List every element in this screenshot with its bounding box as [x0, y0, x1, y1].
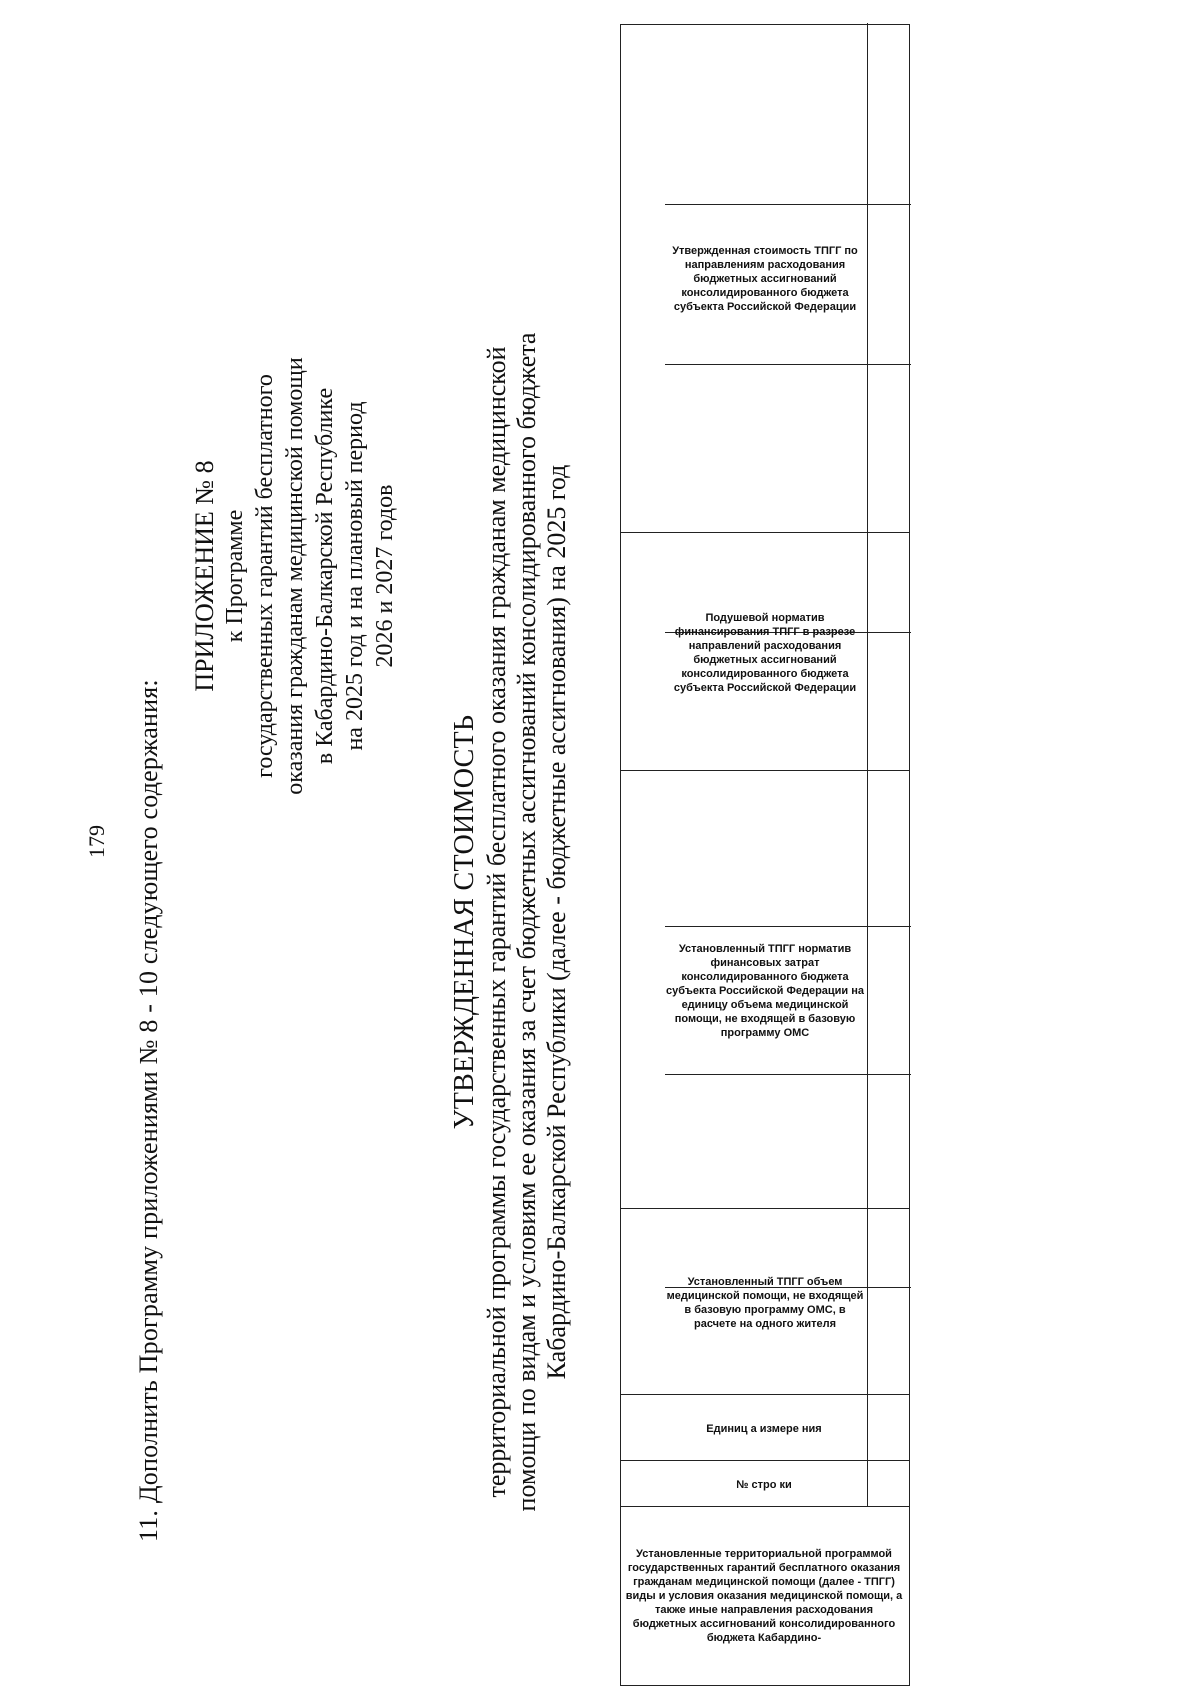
document-title-line: Кабардино-Балкарской Республики (далее - бюджетные ассигнования) на 2025 год — [542, 464, 571, 1380]
document-title-line: помощи по видам и условиям ее оказания за счет бюджетных ассигнований консолидированного бюджета — [512, 332, 541, 1512]
column-header-row-number: № стро ки — [736, 1479, 792, 1491]
intro-paragraph: 11. Дополнить Программу приложениями № 8 - 10 следующего содержания: — [134, 679, 163, 1542]
column-header-approved-cost: Утвержденная стоимость ТПГГ по направлениям расходования бюджетных ассигнований консолидированного бюджета субъекта Российской Федерации — [672, 245, 858, 313]
appendix-line: к Программе — [222, 509, 248, 643]
page-number: 179 — [84, 825, 109, 858]
appendix-line: оказания гражданам медицинской помощи — [282, 357, 308, 795]
appendix-line: государственных гарантий бесплатного — [252, 374, 278, 778]
column-header-cost-standard: Установленный ТПГГ норматив финансовых затрат консолидированного бюджета субъекта Российской Федерации на единицу объема медицинской помощи, не входящей в базовую программу ОМС — [665, 943, 865, 1039]
column-header-unit: Единиц а измере ния — [706, 1423, 822, 1435]
cost-table — [620, 24, 910, 1686]
column-header-types: Установленные территориальной программой государственных гарантий бесплатного оказания гражданам медицинской помощи (далее - ТПГГ) виды и условия оказания медицинской помощи, а также иные направления расходования бюджетных ассигнований консолидированного бюджета Кабардино- — [625, 1548, 903, 1644]
appendix-title: ПРИЛОЖЕНИЕ № 8 — [190, 460, 219, 692]
document-title-line: территориальной программы государственных гарантий бесплатного оказания гражданам медицинской — [482, 346, 511, 1498]
table-row-divider — [867, 23, 868, 1507]
appendix-header — [190, 256, 400, 896]
document-heading: УТВЕРЖДЕННАЯ СТОИМОСТЬ — [449, 714, 480, 1130]
appendix-line: 2026 и 2027 годов — [372, 484, 398, 668]
appendix-line: в Кабардино-Балкарской Республике — [312, 387, 338, 765]
document-title — [450, 322, 572, 1522]
column-header-per-capita: Подушевой норматив финансирования ТПГГ в разрезе направлений расходования бюджетных ассигнований консолидированного бюджета субъекта Российской Федерации — [673, 612, 857, 694]
appendix-line: на 2025 год и на плановый период — [342, 401, 368, 751]
column-header-volume: Установленный ТПГГ объем медицинской помощи, не входящей в базовую программу ОМС, в расчете на одного жителя — [666, 1276, 864, 1330]
